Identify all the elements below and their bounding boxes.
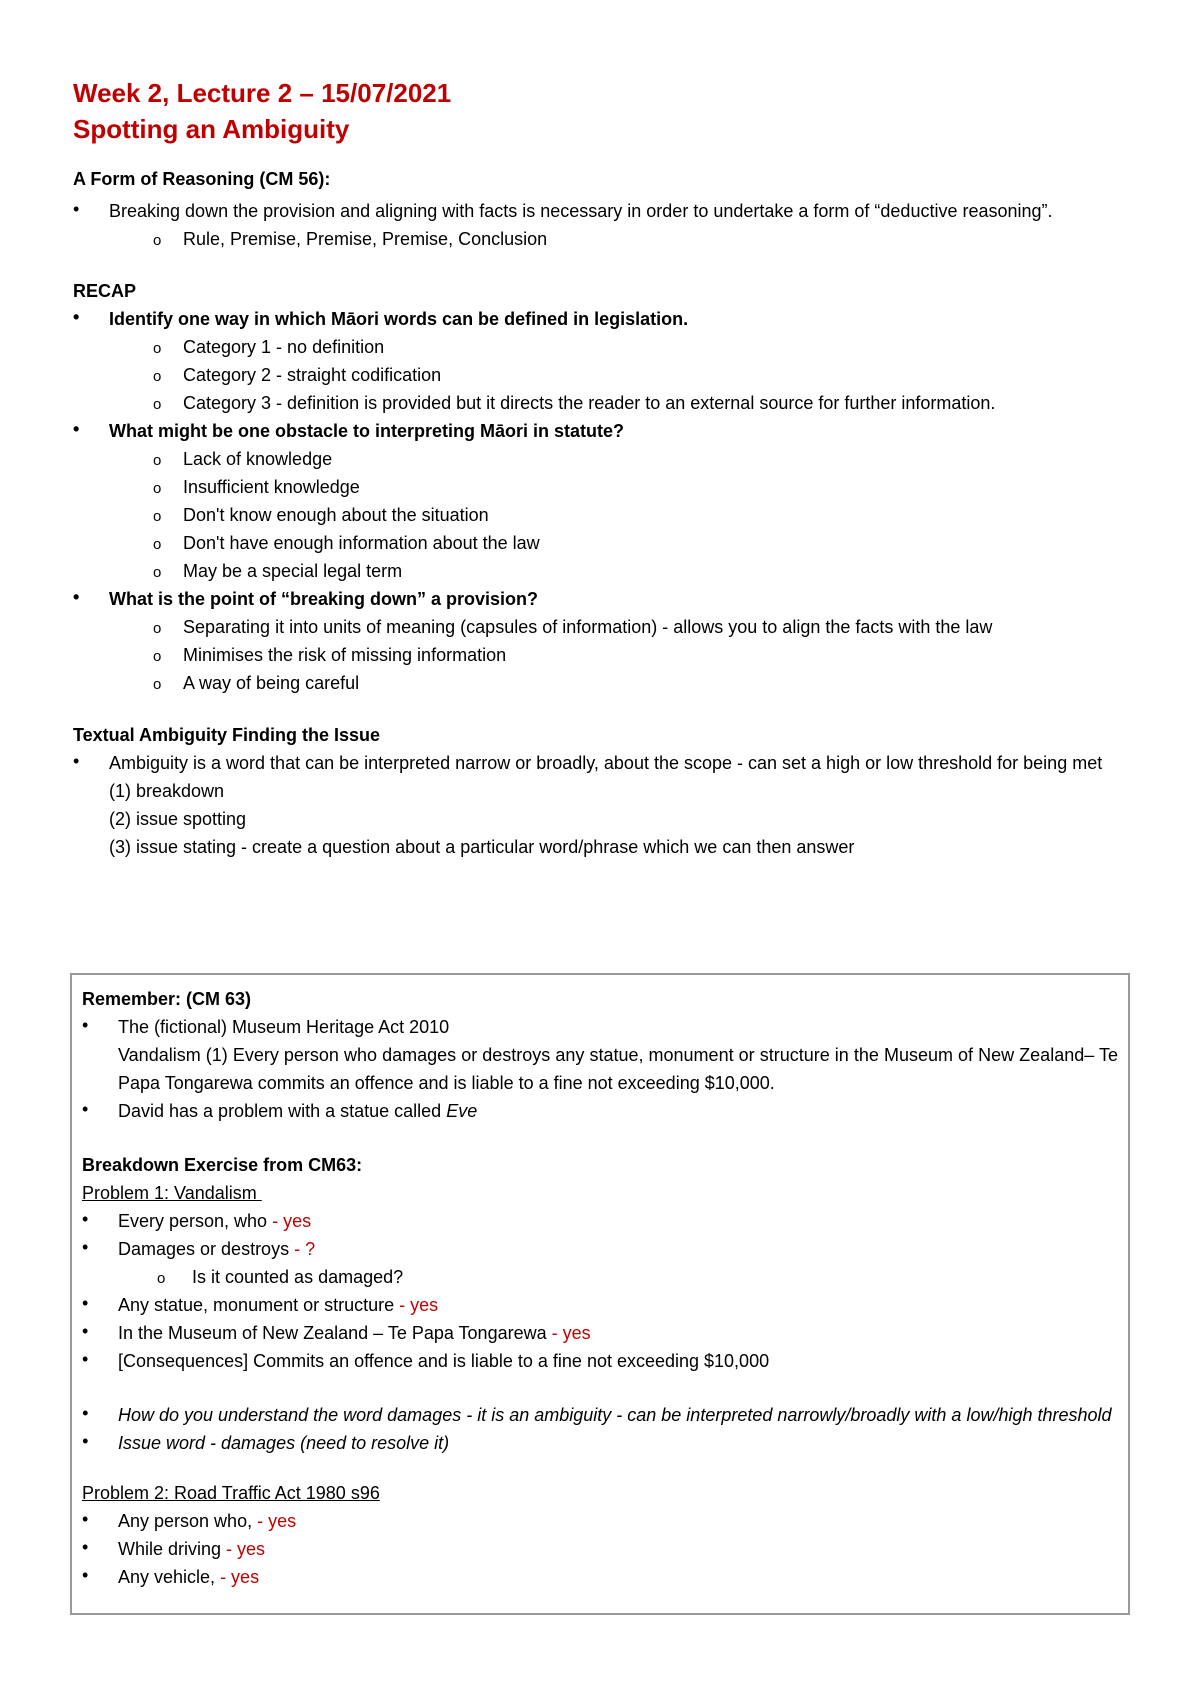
- list-item: o Minimises the risk of missing information: [73, 641, 1135, 669]
- circle-bullet-icon: [153, 529, 161, 559]
- list-item: o Category 2 - straight codification: [73, 361, 1135, 389]
- spacer: [82, 1375, 1118, 1401]
- recap-heading: RECAP: [73, 281, 137, 301]
- circle-bullet-icon: [153, 473, 161, 503]
- list-item: o Separating it into units of meaning (capsules of information) - allows you to align the facts with the law: [73, 613, 1135, 641]
- recap-list: [73, 305, 1135, 697]
- problem-2-heading: Problem 2: Road Traffic Act 1980 s96: [82, 1483, 380, 1503]
- list-item: Ambiguity is a word that can be interpreted narrow or broadly, about the scope - can set a high or low threshold for being met: [109, 753, 1103, 773]
- list-item: Any vehicle, - yes: [118, 1567, 260, 1587]
- list-item: Any person who, - yes: [118, 1511, 297, 1531]
- list-item: Breaking down the provision and aligning with facts is necessary in order to undertake a form of “deductive reasoning”.: [109, 201, 1053, 221]
- list-item: Any statue, monument or structure - yes: [118, 1295, 439, 1315]
- recap-question: What might be one obstacle to interpreting Māori in statute?: [109, 421, 625, 441]
- reasoning-list: [73, 197, 1135, 253]
- list-item: o Category 3 - definition is provided but it directs the reader to an external source for further information.: [73, 389, 1135, 417]
- list-item: o Don't have enough information about the law: [73, 529, 1135, 557]
- statue-name: Eve: [446, 1101, 478, 1121]
- list-item: o Is it counted as damaged?: [82, 1263, 1118, 1291]
- remember-box: [70, 973, 1130, 1615]
- list-item: Damages or destroys - ?: [118, 1239, 316, 1259]
- circle-bullet-icon: [157, 1263, 165, 1293]
- list-item: In the Museum of New Zealand – Te Papa Tongarewa - yes: [118, 1323, 591, 1343]
- remember-heading: Remember: (CM 63): [82, 989, 252, 1009]
- list-item: Issue word - damages (need to resolve it): [118, 1433, 450, 1453]
- page-subtitle: Spotting an Ambiguity: [73, 114, 350, 144]
- textual-ambiguity-heading: Textual Ambiguity Finding the Issue: [73, 725, 381, 745]
- list-item: o A way of being careful: [73, 669, 1135, 697]
- step-issue-spotting: (2) issue spotting: [109, 809, 247, 829]
- page-title: Week 2, Lecture 2 – 15/07/2021: [73, 78, 452, 108]
- list-item: Every person, who - yes: [118, 1211, 312, 1231]
- list-item: [Consequences] Commits an offence and is liable to a fine not exceeding $10,000: [118, 1351, 770, 1371]
- act-text: Vandalism (1) Every person who damages or destroys any statue, monument or structure in the Museum of New Zealand– Te Papa Tongarewa commits an offence and is liable to a fine not exceeding $10,000.: [118, 1045, 1118, 1093]
- act-name: The (fictional) Museum Heritage Act 2010: [118, 1017, 450, 1037]
- circle-bullet-icon: [153, 225, 161, 255]
- remember-list: [82, 1013, 1118, 1125]
- list-item: While driving - yes: [118, 1539, 266, 1559]
- list-item: o Don't know enough about the situation: [73, 501, 1135, 529]
- problem-1-heading: Problem 1: Vandalism: [82, 1183, 262, 1203]
- circle-bullet-icon: [153, 389, 161, 419]
- lecture-notes: [73, 75, 1135, 861]
- circle-bullet-icon: [153, 669, 161, 699]
- circle-bullet-icon: [153, 501, 161, 531]
- circle-bullet-icon: [153, 445, 161, 475]
- list-item: o May be a special legal term: [73, 557, 1135, 585]
- recap-question: Identify one way in which Māori words can be defined in legislation.: [109, 309, 689, 329]
- problem-1-list: [82, 1207, 1118, 1375]
- circle-bullet-icon: [153, 613, 161, 643]
- list-item: David has a problem with a statue called Eve: [118, 1101, 478, 1121]
- list-item: o Rule, Premise, Premise, Premise, Conclusion: [73, 225, 1135, 253]
- problem-1-notes: [82, 1401, 1118, 1457]
- reasoning-heading: A Form of Reasoning (CM 56):: [73, 169, 331, 189]
- recap-question: What is the point of “breaking down” a provision?: [109, 589, 539, 609]
- list-item: o Category 1 - no definition: [73, 333, 1135, 361]
- step-breakdown: (1) breakdown: [109, 781, 225, 801]
- circle-bullet-icon: [153, 641, 161, 671]
- circle-bullet-icon: [153, 361, 161, 391]
- textual-list: [73, 749, 1135, 777]
- list-item: o Insufficient knowledge: [73, 473, 1135, 501]
- list-item: How do you understand the word damages - it is an ambiguity - can be interpreted narrowly/broadly with a low/high threshold: [118, 1405, 1112, 1425]
- exercise-heading: Breakdown Exercise from CM63:: [82, 1155, 363, 1175]
- problem-2-list: [82, 1507, 1118, 1591]
- circle-bullet-icon: [153, 333, 161, 363]
- circle-bullet-icon: [153, 557, 161, 587]
- list-item: o Lack of knowledge: [73, 445, 1135, 473]
- step-issue-stating: (3) issue stating - create a question about a particular word/phrase which we can then answer: [109, 837, 855, 857]
- list-item: [82, 1013, 1118, 1097]
